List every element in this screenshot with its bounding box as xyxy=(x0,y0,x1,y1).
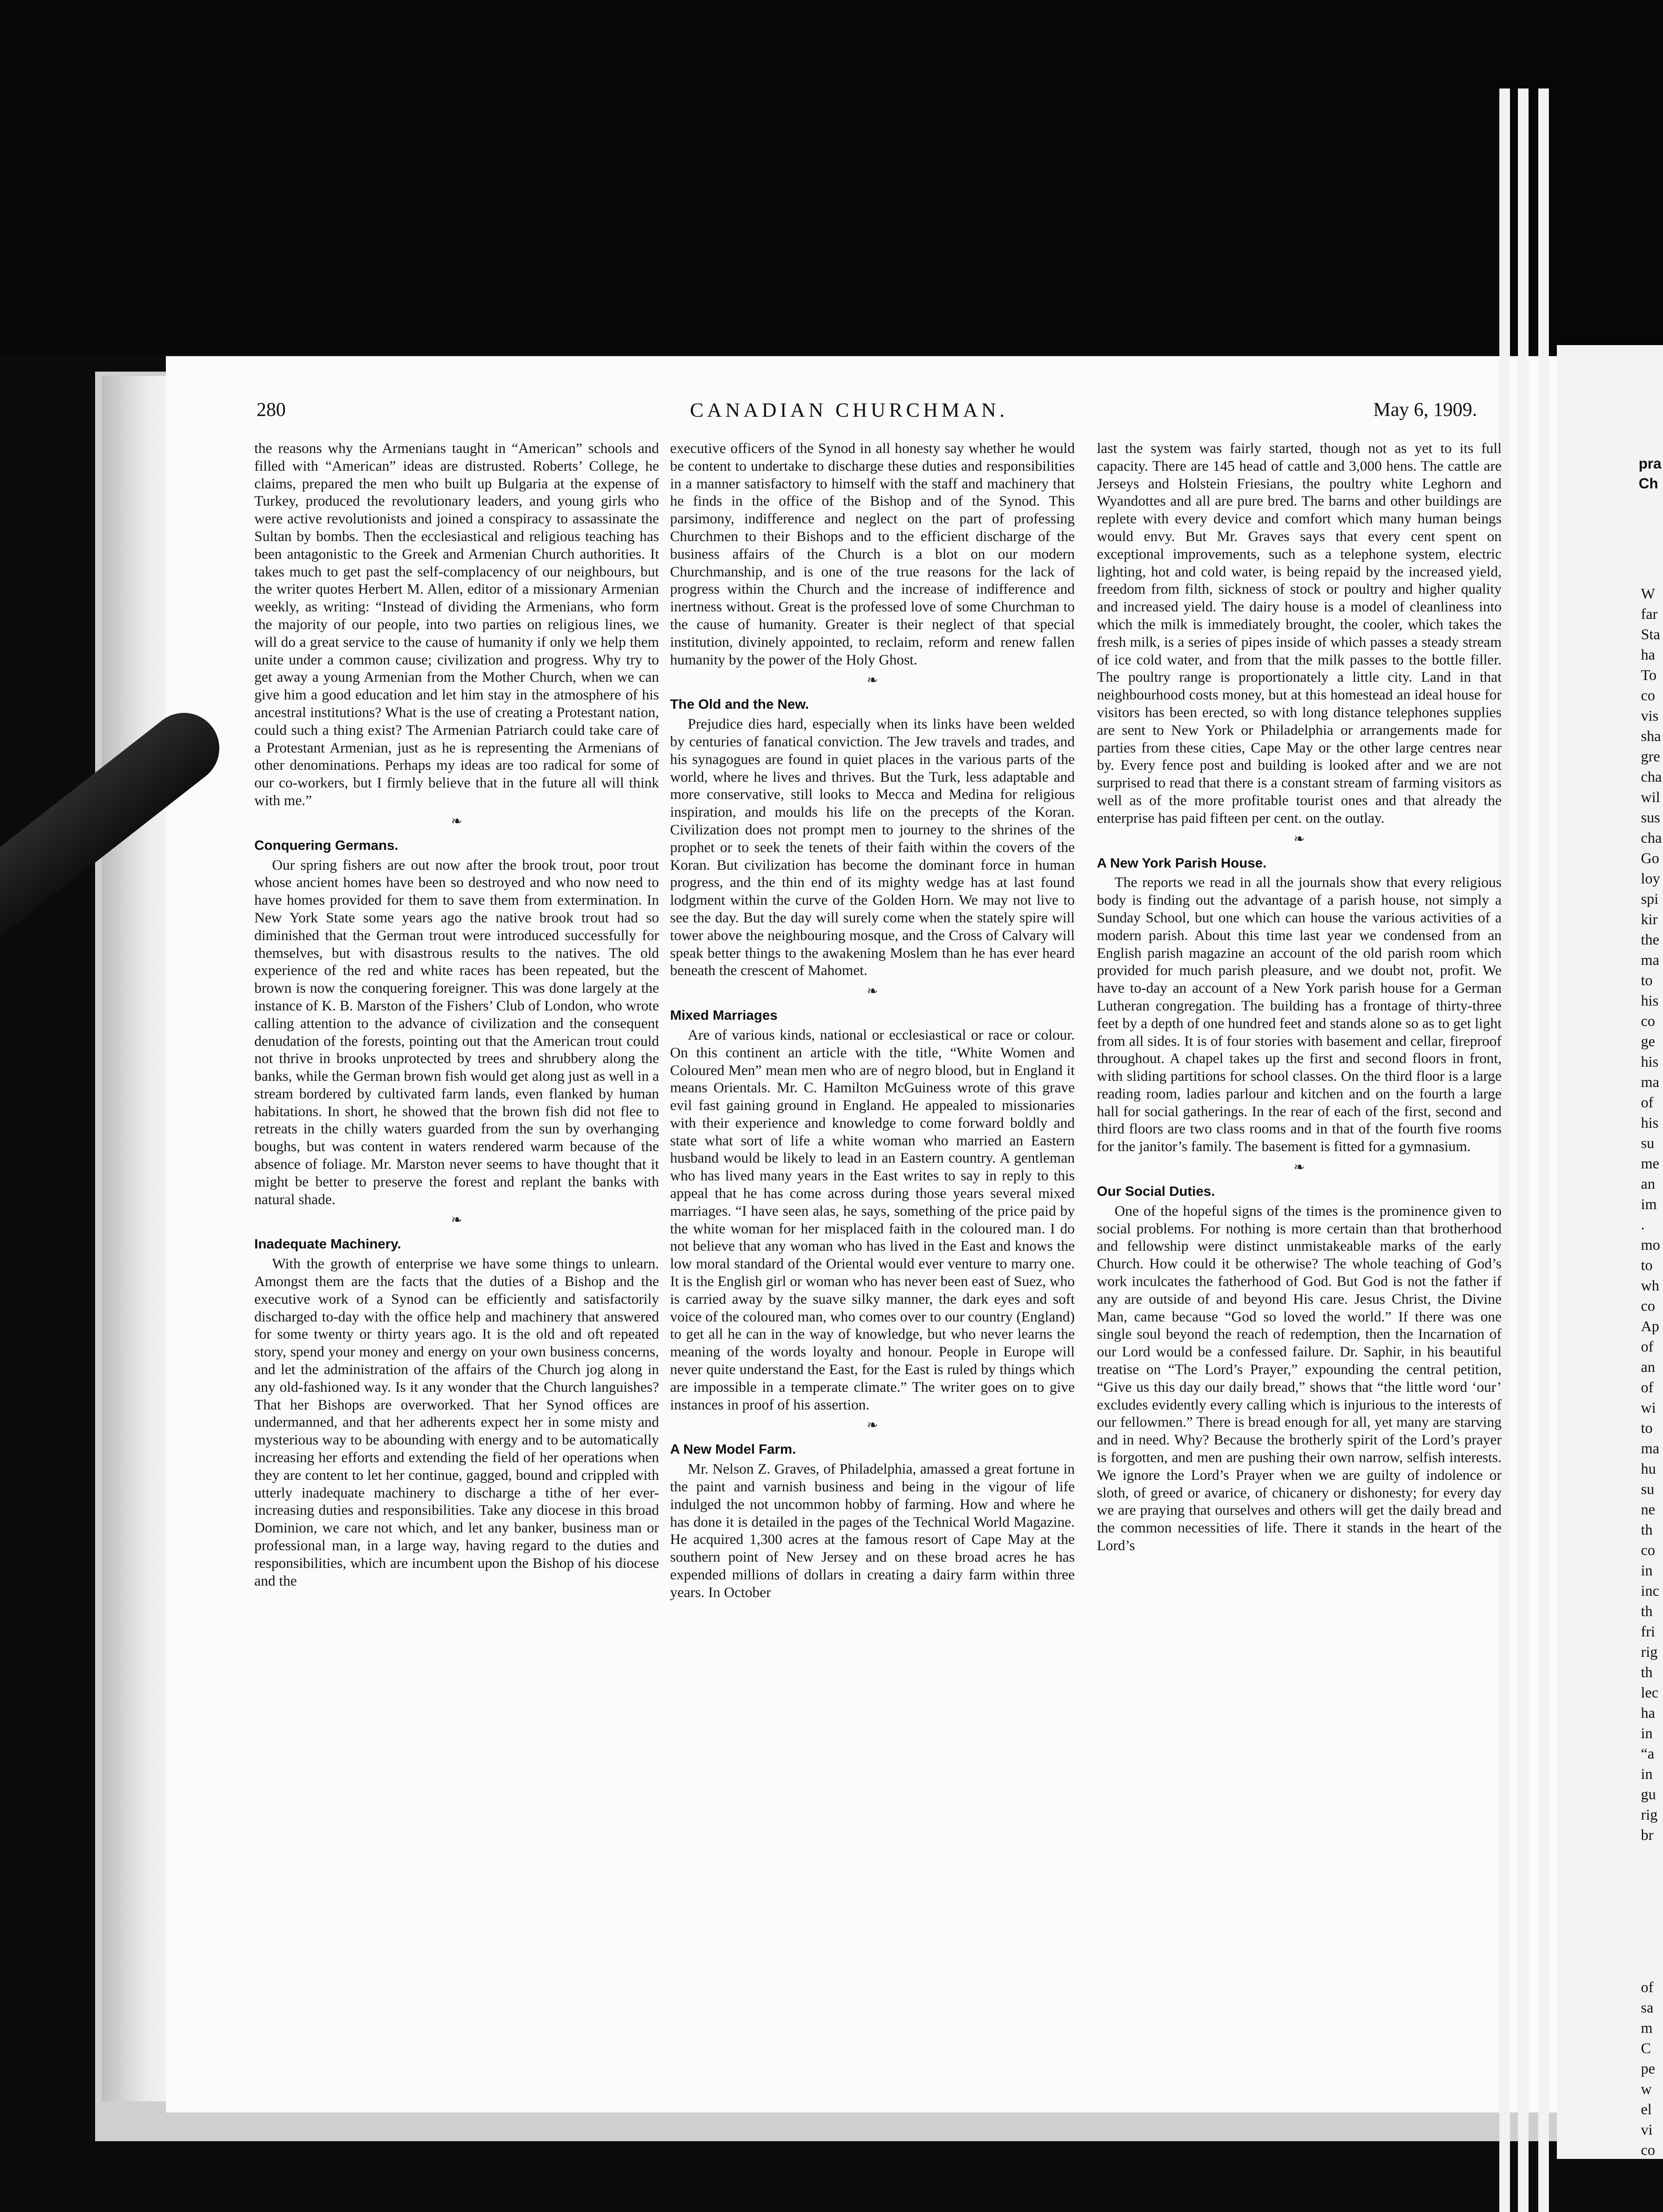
facing-text-fragment: to xyxy=(1641,1257,1653,1274)
article-text: last the system was fairly started, though not as yet to its full capacity. There are 145 head of cattle and 3,000 hens. The cattle are Jerseys and Holstein Friesians, the poultry white Leghorn and Wyandottes and all are pure bred. The barns and other buildings are replete with every device and comfort which many human beings would envy. But Mr. Graves says that every cent spent on exceptional improvements, such as a telephone system, electric lighting, hot and cold water, is being repaid by the increased yield, freedom from filth, sickness of stock or poultry and higher quality and increased yield. The dairy house is a model of cleanliness into which the milk is immediately brought, the cooler, which takes the fresh milk, is a series of pipes inside of which passes a steady stream of ice cold water, and from that the milk passes to the bottle filler. The poultry range is proportionately a little city. Land in that neighbourhood costs money, but at this homestead an ideal house for visitors has been erected, so with long distance telephones supplies are sent to New York or Philadelphia or arrangements made for parties from these cities, Cape May or the other large centres near by. Every fence post and building is looked after and we are not surprised to read that there is a constant stream of farming visitors as well as of the more profitable tourist ones and that already the enterprise has paid fifteen per cent. on the outlay. xyxy=(1097,441,1502,826)
article-text: the reasons why the Armenians taught in “American” schools and filled with “American” ideas are distrusted. Roberts’ College, he claims, prepared the men who built up Bulgaria at the expense of Turkey, produced the revolutionary leaders, and young girls who were active revolutionists and joined a conspiracy to assassinate the Sultan by bombs. Then the ecclesiastical and religious teaching has been antagonistic to the Greek and Armenian Church authorities. It takes much to get past the self-complacency of our neighbours, but the writer quotes Herbert M. Allen, editor of a missionary Armenian weekly, as writing: “Instead of dividing the Armenians, who form the majority of our people, into two parties on religious lines, we will do a great service to the cause of humanity if only we help them unite under a common cause; civilization and progress. Why try to get away a young Armenian from the Mother Church, when we can give him a good education and let him stay in the atmosphere of his ancestral institutions? What is the use of creating a Protestant nation, could such a thing exist? The Armenian Patriarch could take care of a Protestant Armenian, just as he is representing the Armenians of other denominations. Perhaps my ideas are too radical for some of our co-workers, but I firmly believe that in the future all will think with me.” xyxy=(254,441,659,809)
facing-text-fragment: sa xyxy=(1641,2000,1654,2016)
facing-text-fragment: loy xyxy=(1641,871,1660,887)
facing-text-fragment: in xyxy=(1641,1766,1653,1782)
facing-heading-line: pra xyxy=(1639,455,1662,472)
facing-text-fragment: Sta xyxy=(1641,626,1660,643)
facing-text-fragment: th xyxy=(1641,1603,1653,1620)
section-heading: The Old and the New. xyxy=(670,696,809,712)
fleuron-ornament: ❧ xyxy=(451,1213,463,1228)
facing-text-fragment: me xyxy=(1641,1156,1659,1172)
facing-text-fragment: sha xyxy=(1641,728,1661,745)
facing-text-fragment: cha xyxy=(1641,830,1662,846)
section-heading: Our Social Duties. xyxy=(1097,1183,1215,1199)
facing-text-fragment: m xyxy=(1641,2020,1653,2036)
facing-text-fragment: his xyxy=(1641,1115,1659,1131)
issue-date: May 6, 1909. xyxy=(1373,399,1477,420)
article-text: Mr. Nelson Z. Graves, of Philadelphia, amassed a great fortune in the paint and varnish business and being in the vigour of life indulged the not uncommon hobby of farming. How and where he has done it is detailed in the pages of the Technical World Magazine. He acquired 1,300 acres at the famous resort of Cape May at the southern point of New Jersey and on these broad acres he has expended millions of dollars in creating a dairy farm within three years. In October xyxy=(670,1461,1075,1601)
facing-text-fragment: co xyxy=(1641,1298,1655,1314)
facing-text-fragment: spi xyxy=(1641,891,1659,907)
facing-text-fragment: sus xyxy=(1641,810,1660,826)
masthead-title: CANADIAN CHURCHMAN. xyxy=(690,399,1008,421)
fleuron-ornament: ❧ xyxy=(451,814,463,829)
facing-text-fragment: fri xyxy=(1641,1624,1655,1640)
article-text: One of the hopeful signs of the times is the prominence given to social problems. For nothing is more certain than that brotherhood and fellowship were distinct unmistakeable marks of the early Church. How could it be otherwise? The whole teaching of God’s work inculcates the fatherhood of God. But God is not the father if any are outside of and beyond His care. Jesus Christ, the Divine Man, came because “God so loved the world.” If there was one single soul beyond the reach of redemption, then the Incarnation of our Lord would be a confessed failure. Dr. Saphir, in his beautiful treatise on “The Lord’s Prayer,” expounding the central petition, “Give us this day our daily bread,” shows that “the little word ‘our’ excludes evidently every calling which is injurious to the interests of our fellowmen.” There is bread enough for all, yet many are starving and in need. Why? Because the brotherly spirit of the Lord’s prayer is forgotten, and men are pushing their own narrow, selfish interests. We ignore the Lord’s Prayer when we are guilty of indolence or sloth, of greed or avarice, of chicanery or dishonesty; for every day we are praying that ourselves and others will get the daily bread and the common necessities of life. There it stands in the heart of the Lord’s xyxy=(1097,1203,1502,1554)
facing-text-fragment: co xyxy=(1641,1013,1655,1029)
facing-page-heading xyxy=(1639,453,1661,493)
article-text: The reports we read in all the journals show that every religious body is finding out the advantage of a parish house, not simply a Sunday School, but one which can house the various activities of a modern parish. About this time last year we condensed from an English parish magazine an account of the old parish room which provided for much parish pleasure, and we doubt not, profit. We have to-day an account of a New York parish house for a German Lutheran congregation. The building has a frontage of thirty-three feet by a depth of one hundred feet and stands alone so as to get light from all sides. It is of four stories with basement and cellar, fireproof throughout. A chapel takes up the first and second floors in front, with sliding partitions for school classes. On the third floor is a large reading room, ladies parlour and kitchen and on the fourth a large hall for social gatherings. In the rear of each of the first, second and third floors are two class rooms and in that of the fourth five rooms for the janitor’s family. The basement is fitted for a gymnasium. xyxy=(1097,875,1502,1155)
facing-text-fragment: rig xyxy=(1641,1807,1658,1823)
facing-text-fragment: wil xyxy=(1641,789,1660,806)
facing-text-fragment: an xyxy=(1641,1176,1655,1192)
facing-text-fragment: an xyxy=(1641,1359,1655,1375)
facing-text-fragment: his xyxy=(1641,1054,1659,1070)
facing-heading-line: Ch xyxy=(1639,475,1658,492)
facing-text-fragment: w xyxy=(1641,2081,1652,2097)
facing-text-fragment: co xyxy=(1641,1542,1655,1559)
fleuron-ornament: ❧ xyxy=(866,673,878,688)
facing-text-fragment: his xyxy=(1641,993,1659,1009)
facing-text-fragment: vi xyxy=(1641,2122,1653,2138)
facing-text-fragment: ma xyxy=(1641,1440,1659,1457)
facing-text-fragment: cha xyxy=(1641,769,1662,785)
fleuron-ornament: ❧ xyxy=(866,1418,878,1433)
facing-text-fragment: im xyxy=(1641,1196,1657,1213)
fleuron-ornament: ❧ xyxy=(866,984,878,999)
facing-text-fragment: of xyxy=(1641,1979,1654,1996)
facing-text-fragment: inc xyxy=(1641,1583,1659,1599)
section-heading: Inadequate Machinery. xyxy=(254,1236,401,1252)
article-text: Are of various kinds, national or ecclesiastical or race or colour. On this continent an article with the title, “White Women and Coloured Men” mean men who are of negro blood, but in England it means Orientals. Mr. C. Hamilton McGuiness wrote of this grave evil fast gaining ground in England. He appealed to missionaries with their experience and knowledge to come forward boldly and state what sort of life a white woman who married an Eastern husband would be likely to lead in an Eastern country. A gentleman who has lived many years in the East writes to say in reply to this appeal that he has come across during those years several mixed marriages. “I have seen alas, he says, something of the price paid by the white woman for her misplaced faith in the coloured man. I do not believe that any woman who has lived in the East and knows the low moral standard of the Oriental would ever venture to marry one. It is the English girl or woman who has never been east of Suez, who is carried away by the suave silky manner, the dark eyes and soft voice of the coloured man, who comes over to our country (England) to get all he can in the way of knowledge, but who never learns the meaning of the words loyalty and honour. People in Europe will never quite understand the East, for the East is ruled by things which are impossible in a temperate climate.” The writer goes on to give instances in proof of his assertion. xyxy=(670,1027,1075,1413)
facing-text-fragment: To xyxy=(1641,667,1657,684)
facing-text-fragment: Go xyxy=(1641,850,1659,867)
facing-text-fragment: hu xyxy=(1641,1461,1656,1477)
facing-text-fragment: . xyxy=(1641,1217,1645,1233)
facing-text-fragment: far xyxy=(1641,606,1658,622)
facing-text-fragment: pe xyxy=(1641,2061,1655,2077)
facing-text-fragment: rig xyxy=(1641,1644,1658,1660)
facing-text-fragment: W xyxy=(1641,586,1655,602)
spine-bar xyxy=(1538,88,1549,2212)
facing-text-fragment: su xyxy=(1641,1135,1655,1152)
facing-text-fragment: ma xyxy=(1641,952,1659,968)
section-heading: A New Model Farm. xyxy=(670,1441,796,1457)
facing-text-fragment: to xyxy=(1641,972,1653,989)
facing-text-fragment: gre xyxy=(1641,749,1660,765)
fleuron-ornament: ❧ xyxy=(1293,831,1305,846)
article-text: executive officers of the Synod in all honesty say whether he would be content to undertake to discharge these duties and responsibilities in a manner satisfactory to himself with the staff and machinery that he finds in the office of the Bishop and of the Synod. This parsimony, indifference and neglect on the part of professing Churchmen to their Bishops and to the efficient discharge of the business affairs of the Church is a blot on our modern Churchmanship, and is one of the true reasons for the lack of progress within the Church and the increase of indifference and inertness without. Great is the professed love of some Churchman to the cause of humanity. Greater is their neglect of that special institution, divinely appointed, to reclaim, reform and renew fallen humanity by the power of the Holy Ghost. xyxy=(670,441,1075,668)
facing-text-fragment: to xyxy=(1641,1420,1653,1436)
column-2 xyxy=(670,440,1075,1602)
facing-page-text-lower xyxy=(1641,1978,1655,2161)
facing-text-fragment: br xyxy=(1641,1827,1654,1843)
column-3 xyxy=(1097,440,1502,1555)
facing-text-fragment: lec xyxy=(1641,1685,1659,1701)
page-number: 280 xyxy=(257,399,286,420)
facing-text-fragment: of xyxy=(1641,1379,1654,1396)
page-curl xyxy=(102,376,172,2101)
facing-text-fragment: “a xyxy=(1641,1746,1655,1762)
article-text: Our spring fishers are out now after the brook trout, poor trout whose ancient homes have been so destroyed and who now need to have homes provided for them to save them from extermination. In New York State some years ago the native brook trout had so diminished that the German trout were introduced successfully for themselves, but with disastrous results to the natives. The old experience of the red and white races has been repeated, but the brown is now the conquering foreigner. This was done largely at the instance of K. B. Marston of the Fishers’ Club of London, who wrote calling attention to the advance of civilization and the consequent denudation of the forests, pointing out that the American trout could not thrive in brooks unprotected by trees and shrubbery along the banks, while the German brown fish would get along just as well in a stream bordered by cultivated farm lands, even flanked by human habitations. In short, he showed that the brown fish did not flee to retreats in the chilly waters guarded from the sun by overhanging boughs, but was content in waters rendered warm because of the absence of foliage. Mr. Marston never seems to have thought that it might be better to preserve the forest and replant the banks with natural shade. xyxy=(254,857,659,1208)
facing-page-text xyxy=(1641,584,1662,1846)
facing-text-fragment: th xyxy=(1641,1664,1653,1681)
facing-text-fragment: Ap xyxy=(1641,1318,1659,1335)
facing-text-fragment: wi xyxy=(1641,1400,1656,1416)
facing-text-fragment: gu xyxy=(1641,1786,1656,1803)
facing-text-fragment: vis xyxy=(1641,708,1659,724)
facing-text-fragment: su xyxy=(1641,1481,1655,1498)
facing-text-fragment: the xyxy=(1641,932,1659,948)
section-heading: A New York Parish House. xyxy=(1097,855,1267,871)
section-heading: Conquering Germans. xyxy=(254,837,399,853)
facing-text-fragment: C xyxy=(1641,2040,1651,2057)
photo-backdrop xyxy=(0,0,1663,354)
article-text: Prejudice dies hard, especially when its links have been welded by centuries of fanatical conviction. The Jew travels and trades, and his synagogues are found in quiet places in the various parts of the world, where he lives and thrives. But the Turk, less adaptable and more conservative, still looks to Mecca and Medina for religious inspiration, and moulds his life on the precepts of the Koran. Civilization does not prompt men to journey to the shrines of the prophet or to seek the tenets of their faith within the covers of the Koran. But civilization has become the dominant force in human progress, and the thin end of its mighty wedge has at last found lodgment within the curve of the Golden Horn. We may not live to see the day. But the day will surely come when the stately spire will tower above the neighbouring mosque, and the Cross of Calvary will speak better things to the awakening Moslem than he has ever heard beneath the crescent of Mahomet. xyxy=(670,716,1075,979)
spine-bar xyxy=(1518,88,1529,2212)
facing-text-fragment: ge xyxy=(1641,1033,1655,1050)
facing-text-fragment: of xyxy=(1641,1339,1654,1355)
facing-text-fragment: kir xyxy=(1641,911,1658,928)
facing-text-fragment: co xyxy=(1641,2142,1655,2158)
article-text: With the growth of enterprise we have some things to unlearn. Amongst them are the facts that the duties of a Bishop and the executive work of a Synod can be efficiently and satisfactorily discharged to-day with the office help and machinery that answered for some twenty or thirty years ago. It is the old and oft repeated story, spend your money and energy on your own business concerns, and let the administration of the affairs of the Church jog along in any old-fashioned way. Is it any wonder that the Church languishes? That her Bishops are overworked. That her Synod offices are undermanned, and that her adherents expect her in some misty and mysterious way to be abounding with energy and to be automatically increasing her efforts and extending the field of her operations when they are content to let her continue, gagged, bound and crippled with utterly inadequate machinery to discharge a tithe of her ever-increasing duties and responsibilities. Take any diocese in this broad Dominion, we care not which, and let any banker, business man or professional man, in a large way, having regard to the duties and responsibilities, which are incumbent upon the Bishop of his diocese and the xyxy=(254,1256,659,1589)
facing-text-fragment: th xyxy=(1641,1522,1653,1538)
facing-text-fragment: in xyxy=(1641,1725,1653,1742)
facing-text-fragment: ne xyxy=(1641,1502,1655,1518)
facing-text-fragment: mo xyxy=(1641,1237,1660,1253)
facing-text-fragment: ma xyxy=(1641,1074,1659,1091)
facing-text-fragment: ha xyxy=(1641,647,1655,663)
facing-text-fragment: wh xyxy=(1641,1278,1659,1294)
facing-text-fragment: of xyxy=(1641,1094,1654,1111)
facing-text-fragment: ha xyxy=(1641,1705,1655,1721)
facing-text-fragment: co xyxy=(1641,687,1655,704)
facing-text-fragment: el xyxy=(1641,2101,1652,2118)
facing-text-fragment: in xyxy=(1641,1563,1653,1579)
section-heading: Mixed Marriages xyxy=(670,1007,778,1023)
fleuron-ornament: ❧ xyxy=(1293,1160,1305,1175)
column-1 xyxy=(254,440,659,1590)
